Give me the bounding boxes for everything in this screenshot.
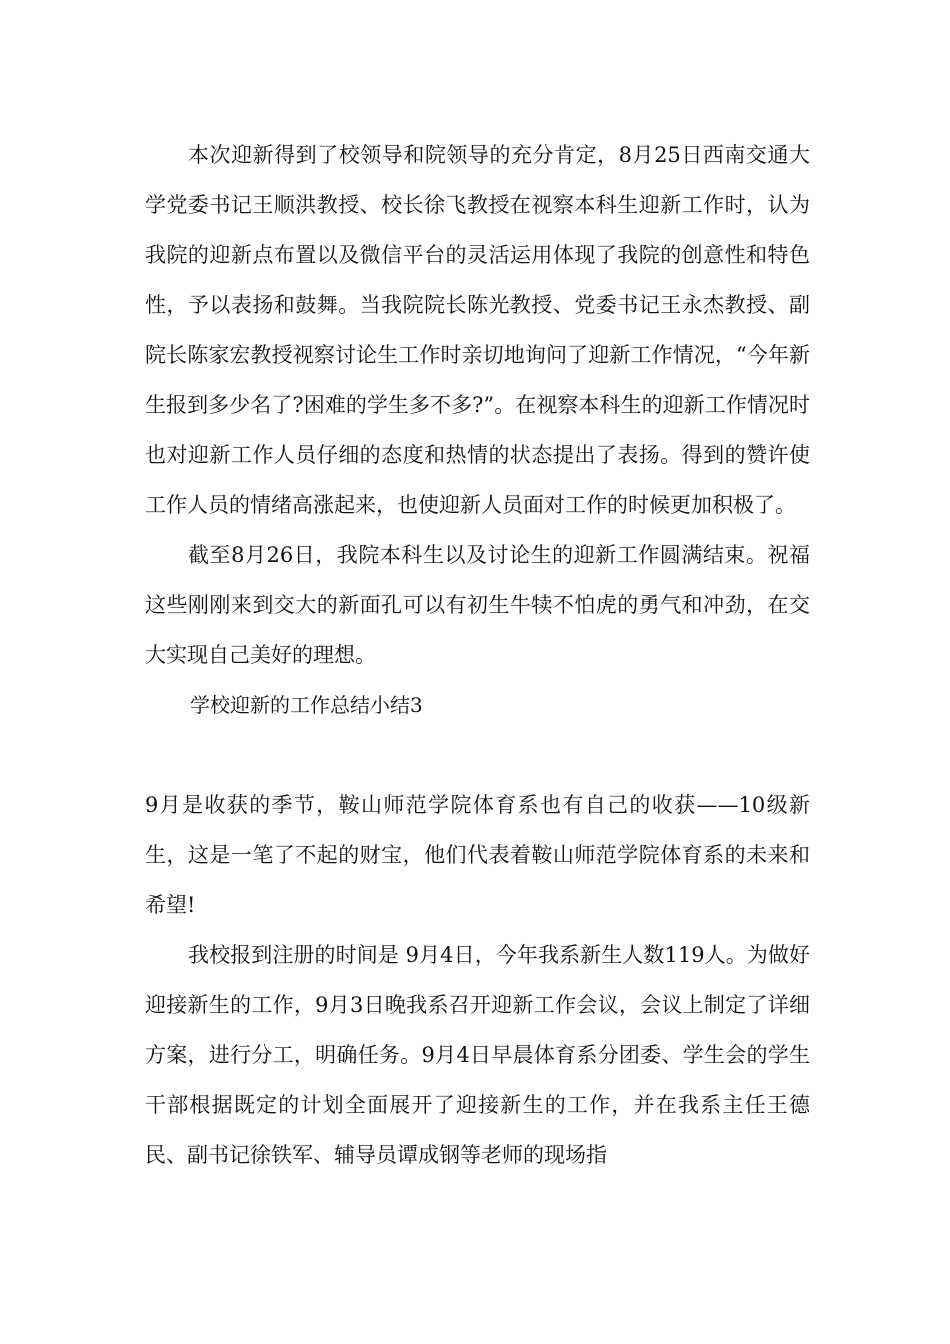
document-body [145, 130, 810, 1180]
paragraph-harvest-season: 9月是收获的季节，鞍山师范学院体育系也有自己的收获——10级新生，这是一笔了不起的财宝，他们代表着鞍山师范学院体育系的未来和希望! [145, 793, 810, 917]
paragraph-welcome-recognition: 本次迎新得到了校领导和院领导的充分肯定，8月25日西南交通大学党委书记王顺洪教授、校长徐飞教授在视察本科生迎新工作时，认为我院的迎新点布置以及微信平台的灵活运用体现了我院的创意性和特色性，予以表扬和鼓舞。当我院院长陈光教授、党委书记王永杰教授、副院长陈家宏教授视察讨论生工作时亲切地询问了迎新工作情况，“今年新生报到多少名了?困难的学生多不多?”。在视察本科生的迎新工作情况时也对迎新工作人员仔细的态度和热情的状态提出了表扬。得到的赞许使工作人员的情绪高涨起来，也使迎新人员面对工作的时候更加积极了。 [145, 143, 810, 517]
paragraph-welcome-conclusion: 截至8月26日，我院本科生以及讨论生的迎新工作圆满结束。祝福这些刚刚来到交大的新面孔可以有初生牛犊不怕虎的勇气和冲劲，在交大实现自己美好的理想。 [145, 543, 810, 667]
blank-line [145, 730, 810, 780]
paragraph-registration: 我校报到注册的时间是 9月4日，今年我系新生人数119人。为做好迎接新生的工作，9月3日晚我系召开迎新工作会议，会议上制定了详细方案，进行分工，明确任务。9月4日早晨体育系分团委、学生会的学生干部根据既定的计划全面展开了迎接新生的工作，并在我系主任王德民、副书记徐铁军、辅导员谭成钢等老师的现场指 [145, 943, 810, 1167]
section-heading: 学校迎新的工作总结小结3 [190, 693, 423, 717]
